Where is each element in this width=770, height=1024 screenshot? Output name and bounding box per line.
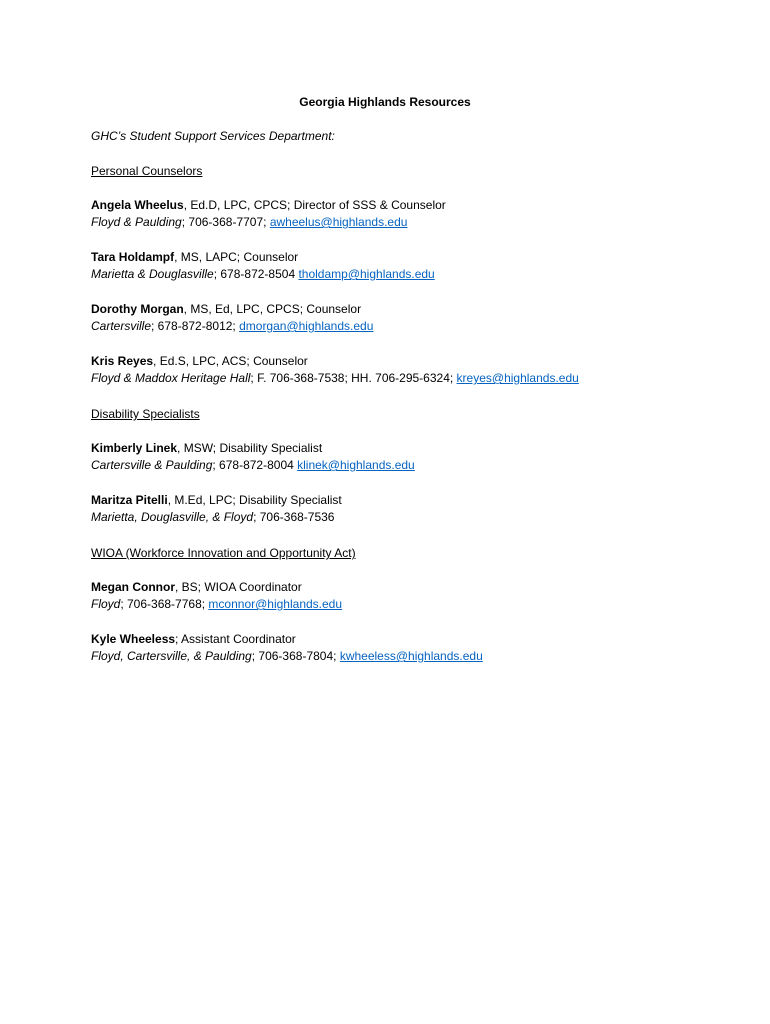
phone-contact: ; 678-872-8004 [212,458,298,472]
entry-name-line [91,353,579,370]
phone-contact: ; 706-368-7768; [120,597,209,611]
entry-name-line [91,631,483,648]
contact-entry [91,197,446,231]
contact-entry [91,631,483,665]
contact-entry [91,301,373,335]
contact-entry [91,249,435,283]
email-link[interactable]: kwheeless@highlands.edu [339,649,483,663]
campus-location: Floyd & Paulding [91,215,182,229]
person-name: Maritza Pitelli [91,493,168,507]
person-name: Angela Wheelus [91,198,184,212]
campus-location: Marietta & Douglasville [91,267,214,281]
phone-contact: ; 678-872-8504 [213,267,299,281]
entry-contact-line [91,214,446,231]
campus-location: Floyd, Cartersville, & Paulding [91,649,252,663]
document-subtitle: GHC’s Student Support Services Department: [91,129,335,143]
entry-name-line [91,579,342,596]
person-name: Kyle Wheeless [91,632,176,646]
section-heading-wioa: WIOA (Workforce Innovation and Opportunity Act) [91,546,356,560]
person-credentials: , MS, LAPC; Counselor [174,250,299,264]
contact-entry [91,579,342,613]
person-credentials: , Ed.D, LPC, CPCS; Director of SSS & Counselor [183,198,446,212]
person-name: Kimberly Linek [91,441,178,455]
contact-entry [91,353,579,387]
person-credentials: , BS; WIOA Coordinator [175,580,302,594]
person-credentials: ; Assistant Coordinator [175,632,296,646]
person-name: Kris Reyes [91,354,154,368]
document-title: Georgia Highlands Resources [299,95,471,109]
contact-entry [91,440,415,474]
person-name: Tara Holdampf [91,250,175,264]
section-heading-disability-specialists: Disability Specialists [91,407,200,421]
person-credentials: , MS, Ed, LPC, CPCS; Counselor [183,302,362,316]
email-link[interactable]: dmorgan@highlands.edu [239,319,374,333]
phone-contact: ; 706-368-7536 [253,510,335,524]
email-link[interactable]: awheelus@highlands.edu [269,215,408,229]
person-credentials: , M.Ed, LPC; Disability Specialist [167,493,342,507]
person-name: Megan Connor [91,580,175,594]
phone-contact: ; 678-872-8012; [151,319,240,333]
campus-location: Cartersville [91,319,152,333]
person-credentials: , Ed.S, LPC, ACS; Counselor [153,354,308,368]
entry-contact-line [91,266,435,283]
entry-contact-line [91,370,579,387]
campus-location: Marietta, Douglasville, & Floyd [91,510,254,524]
entry-contact-line [91,318,373,335]
email-link[interactable]: kreyes@highlands.edu [456,371,579,385]
contact-entry [91,492,342,526]
section-heading-personal-counselors: Personal Counselors [91,164,203,178]
entry-name-line [91,249,435,266]
phone-contact: ; 706-368-7707; [181,215,270,229]
entry-contact-line [91,596,342,613]
email-link[interactable]: klinek@highlands.edu [297,458,415,472]
person-name: Dorothy Morgan [91,302,184,316]
entry-contact-line [91,457,415,474]
phone-contact: ; F. 706-368-7538; HH. 706-295-6324; [250,371,457,385]
entry-name-line [91,492,342,509]
campus-location: Floyd [91,597,121,611]
entry-name-line [91,197,446,214]
email-link[interactable]: mconnor@highlands.edu [208,597,343,611]
campus-location: Floyd & Maddox Heritage Hall [91,371,251,385]
entry-contact-line [91,509,342,526]
person-credentials: , MSW; Disability Specialist [177,441,323,455]
campus-location: Cartersville & Paulding [91,458,213,472]
phone-contact: ; 706-368-7804; [251,649,340,663]
entry-name-line [91,440,415,457]
entry-name-line [91,301,373,318]
email-link[interactable]: tholdamp@highlands.edu [298,267,435,281]
entry-contact-line [91,648,483,665]
